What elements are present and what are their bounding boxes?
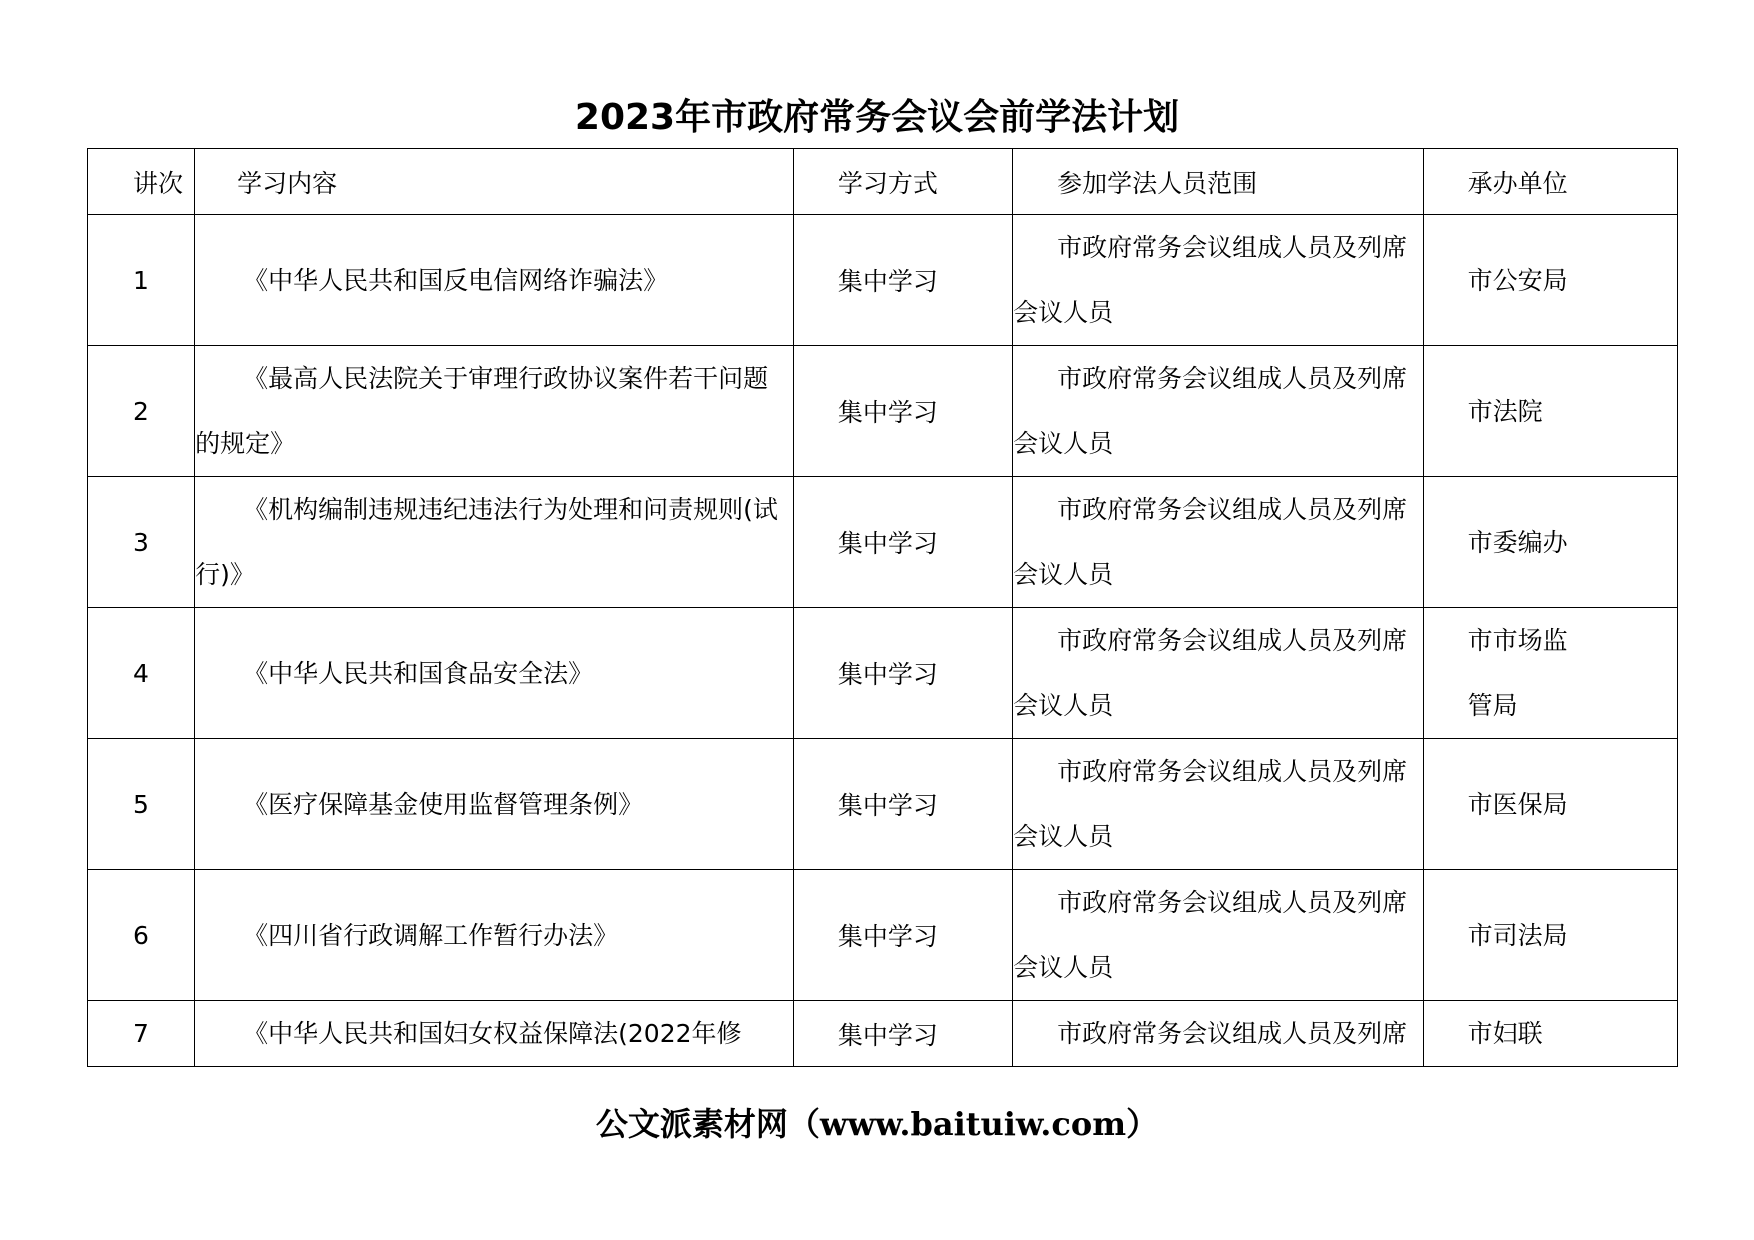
table-row [88, 870, 1678, 1001]
row-scope: 市政府常务会议组成人员及列席会议人员 [1013, 888, 1408, 982]
row-scope: 市政府常务会议组成人员及列席会议人员 [1013, 233, 1408, 327]
table-row [88, 739, 1678, 870]
row-scope: 市政府常务会议组成人员及列席会议人员 [1013, 364, 1408, 458]
row-scope-cell [1013, 215, 1424, 346]
row-unit: 市公安局 [1467, 265, 1568, 295]
row-scope-cell [1013, 739, 1424, 870]
row-unit: 市司法局 [1467, 920, 1568, 950]
row-scope-cell [1013, 477, 1424, 608]
row-content: 《中华人民共和国反电信网络诈骗法》 [243, 265, 669, 295]
header-mode: 学习方式 [793, 149, 1012, 215]
row-scope: 市政府常务会议组成人员及列席会议人员 [1013, 626, 1408, 720]
row-unit-cell [1423, 1001, 1677, 1067]
row-scope: 市政府常务会议组成人员及列席会议人员 [1013, 757, 1408, 851]
row-content-cell [195, 739, 794, 870]
header-unit: 承办单位 [1423, 149, 1677, 215]
row-content-cell [195, 1001, 794, 1067]
row-unit-cell [1423, 608, 1677, 739]
row-unit: 市妇联 [1467, 1019, 1543, 1048]
row-no: 7 [88, 1001, 195, 1067]
row-content-cell [195, 608, 794, 739]
row-scope-cell [1013, 870, 1424, 1001]
row-no: 6 [88, 870, 195, 1001]
table-row [88, 608, 1678, 739]
header-content: 学习内容 [195, 149, 794, 215]
document-title: 2023年市政府常务会议会前学法计划 [574, 97, 1180, 138]
row-unit-cell [1423, 215, 1677, 346]
header-scope: 参加学法人员范围 [1013, 149, 1424, 215]
row-no: 5 [88, 739, 195, 870]
header-no: 讲次 [88, 149, 195, 215]
row-mode: 集中学习 [793, 477, 1012, 608]
row-mode: 集中学习 [793, 739, 1012, 870]
row-content: 《机构编制违规违纪违法行为处理和问责规则(试行)》 [195, 495, 778, 589]
table-row [88, 1001, 1678, 1067]
footer-watermark: 公文派素材网（www.baituiw.com） [595, 1105, 1159, 1143]
row-content-cell [195, 870, 794, 1001]
row-mode: 集中学习 [793, 215, 1012, 346]
row-no: 3 [88, 477, 195, 608]
row-content: 《最高人民法院关于审理行政协议案件若干问题的规定》 [195, 364, 769, 458]
row-mode: 集中学习 [793, 870, 1012, 1001]
row-scope: 市政府常务会议组成人员及列席会议人员 [1013, 495, 1408, 589]
table-header-row [88, 149, 1678, 215]
row-unit: 市法院 [1467, 396, 1543, 426]
row-unit-cell [1423, 870, 1677, 1001]
row-mode: 集中学习 [793, 608, 1012, 739]
row-unit: 市市场监管局 [1467, 626, 1568, 720]
table-row [88, 346, 1678, 477]
row-scope-cell [1013, 346, 1424, 477]
row-unit: 市医保局 [1467, 789, 1568, 819]
row-mode: 集中学习 [793, 1001, 1012, 1067]
row-scope-cell [1013, 1001, 1424, 1067]
row-no: 1 [88, 215, 195, 346]
table-row [88, 215, 1678, 346]
row-unit-cell [1423, 477, 1677, 608]
row-no: 2 [88, 346, 195, 477]
row-content: 《中华人民共和国食品安全法》 [243, 658, 594, 688]
row-no: 4 [88, 608, 195, 739]
row-scope: 市政府常务会议组成人员及列席 [1057, 1019, 1408, 1048]
row-scope-cell [1013, 608, 1424, 739]
row-content-cell [195, 215, 794, 346]
table-row [88, 477, 1678, 608]
row-content-cell [195, 477, 794, 608]
row-unit-cell [1423, 739, 1677, 870]
study-plan-table [87, 148, 1678, 1067]
row-content: 《医疗保障基金使用监督管理条例》 [243, 789, 644, 819]
row-content: 《四川省行政调解工作暂行办法》 [243, 920, 619, 950]
row-mode: 集中学习 [793, 346, 1012, 477]
row-content: 《中华人民共和国妇女权益保障法(2022年修 [243, 1019, 742, 1048]
row-content-cell [195, 346, 794, 477]
row-unit-cell [1423, 346, 1677, 477]
row-unit: 市委编办 [1467, 527, 1568, 557]
